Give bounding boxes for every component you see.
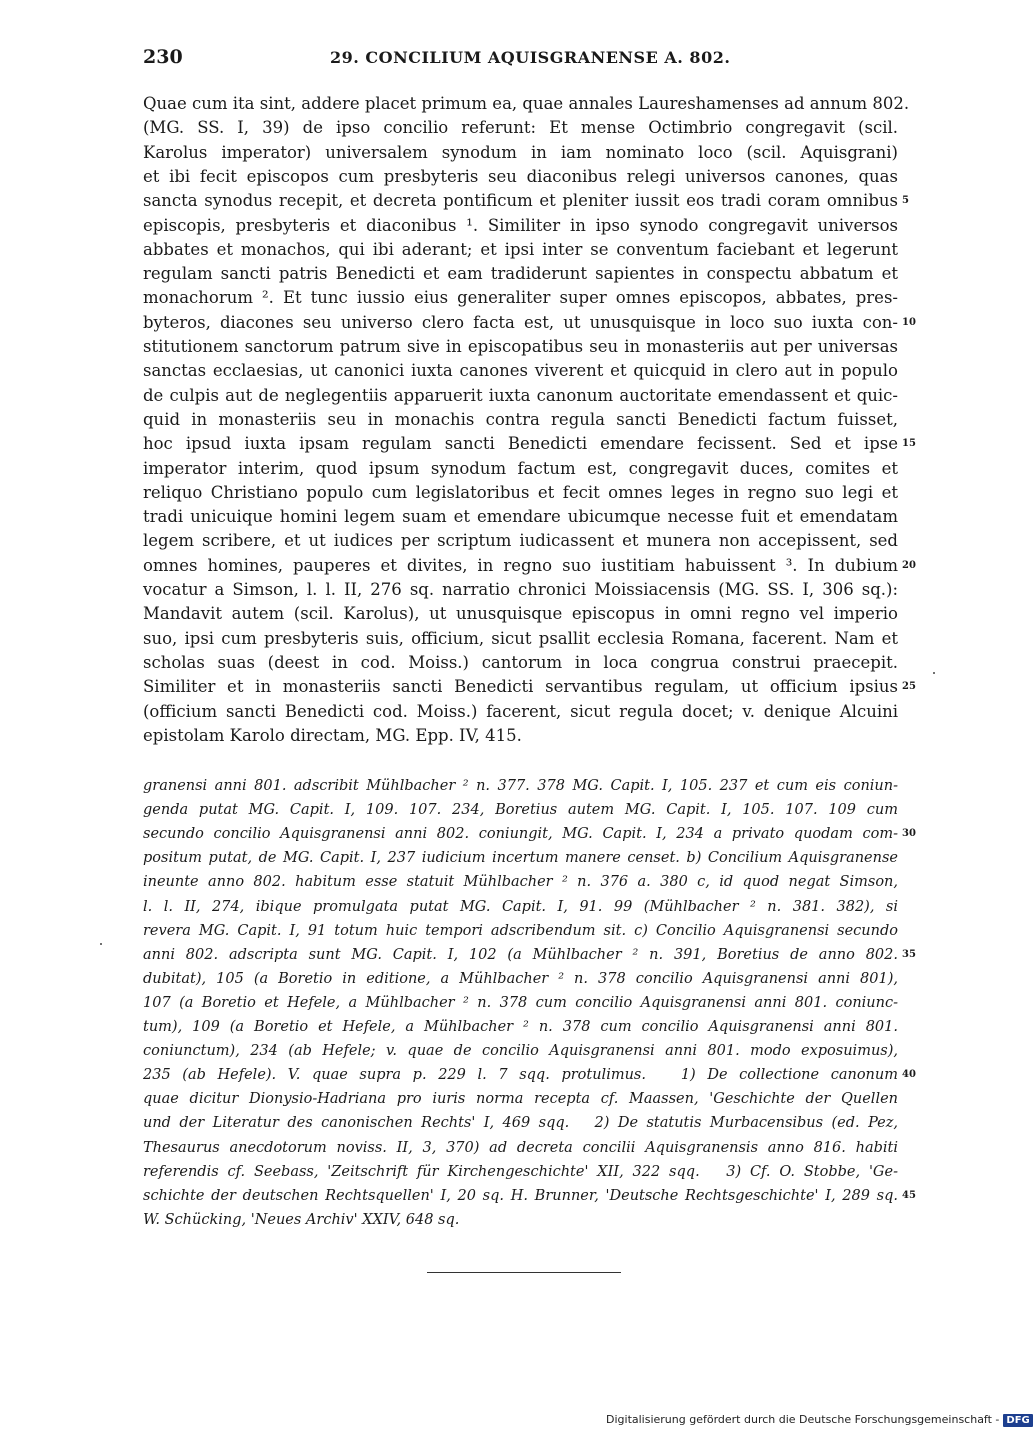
margin-line-number: 25: [902, 681, 916, 693]
main-text-line: abbates et monachos, qui ibi aderant; et ipsi inter se conventum faciebant et legerunt: [143, 239, 898, 259]
running-header: [0, 44, 1000, 74]
margin-line-number: 30: [902, 828, 916, 840]
main-text-line: episcopis, presbyteris et diaconibus ¹. Similiter in ipso synodo congregavit universos: [143, 215, 898, 235]
footnote-line: quae dicitur Dionysio-Hadriana pro iuris norma recepta cf. Maassen, 'Geschichte der Quellen: [143, 1091, 898, 1108]
margin-line-number: 40: [902, 1069, 916, 1081]
footnote-line: schichte der deutschen Rechtsquellen' I, 20 sq. H. Brunner, 'Deutsche Rechtsgeschichte' I, 289 sq.: [143, 1187, 898, 1204]
main-text-line: omnes homines, pauperes et divites, in regno suo iustitiam habuissent ³. In dubium: [143, 555, 898, 575]
footnote-line: revera MG. Capit. I, 91 totum huic tempori adscribendum sit. c) Concilio Aquisgranensi secundo: [143, 922, 898, 939]
footnote-line: dubitat), 105 (a Boretio in editione, a Mühlbacher ² n. 378 concilio Aquisgranensi anni 801),: [143, 970, 898, 987]
footnote-line: ineunte anno 802. habitum esse statuit Mühlbacher ² n. 376 a. 380 c, id quod negat Simson,: [143, 874, 898, 891]
main-text-line: imperator interim, quod ipsum synodum factum est, congregavit duces, comites et: [143, 458, 898, 478]
footnote-line: tum), 109 (a Boretio et Hefele, a Mühlbacher ² n. 378 cum concilio Aquisgranensi anni 801.: [143, 1019, 898, 1035]
main-text-line: regulam sancti patris Benedicti et eam tradiderunt sapientes in conspectu abbatum et: [143, 264, 898, 284]
footer-text: Digitalisierung gefördert durch die Deutsche Forschungsgemeinschaft -: [606, 1413, 1000, 1426]
main-text-line: Similiter et in monasteriis sancti Benedicti servantibus regulam, ut officium ipsius: [143, 677, 898, 697]
main-text-line: stitutionem sanctorum patrum sive in episcopatibus seu in monasteriis aut per universas: [143, 337, 898, 356]
footnote-end-rule: [427, 1272, 621, 1273]
main-text-line: hoc ipsud iuxta ipsam regulam sancti Benedicti emendare fecissent. Sed et ipse: [143, 434, 898, 454]
footnote-line: Thesaurus anecdotorum noviss. II, 3, 370) ad decreta concilii Aquisgranensis anno 816. habiti: [143, 1139, 898, 1156]
running-title: 29. CONCILIUM AQUISGRANENSE A. 802.: [330, 48, 731, 67]
footnote-line: l. l. II, 274, ibique promulgata putat MG. Capit. I, 91. 99 (Mühlbacher ² n. 381. 382), si: [143, 898, 898, 915]
dfg-logo: DFG: [1003, 1414, 1032, 1427]
footnote-line: coniunctum), 234 (ab Hefele; v. quae de concilio Aquisgranensi anni 801. modo exposuimus),: [143, 1043, 898, 1060]
main-text-line: epistolam Karolo directam, MG. Epp. IV, 415.: [143, 725, 522, 745]
footnote-line: positum putat, de MG. Capit. I, 237 iudicium incertum manere censet. b) Concilium Aquisgranense: [143, 850, 898, 867]
footnote-line: und der Literatur des canonischen Rechts' I, 469 sqq. 2) De statutis Murbacensibus (ed. Pez,: [143, 1115, 898, 1132]
footnote-line: 107 (a Boretio et Hefele, a Mühlbacher ² n. 378 cum concilio Aquisgranensi anni 801. coniunc-: [143, 994, 898, 1011]
main-text-line: quid in monasteriis seu in monachis contra regula sancti Benedicti factum fuisset,: [143, 409, 898, 429]
main-text-line: monachorum ². Et tunc iussio eius generaliter super omnes episcopos, abbates, pres-: [143, 288, 898, 308]
footnote-line: anni 802. adscripta sunt MG. Capit. I, 102 (a Mühlbacher ² n. 391, Boretius de anno 802.: [143, 946, 898, 963]
footnote-line: granensi anni 801. adscribit Mühlbacher ² n. 377. 378 MG. Capit. I, 105. 237 et cum eis coniun-: [143, 778, 898, 794]
main-text-line: sanctas ecclaesias, ut canonici iuxta canones viverent et quicquid in clero aut in populo: [143, 361, 898, 381]
main-text-line: legem scribere, et ut iudices per scriptum iudicassent et munera non accepissent, sed: [143, 531, 898, 551]
main-text-line: Quae cum ita sint, addere placet primum ea, quae annales Laureshamenses ad annum 802.: [143, 94, 910, 113]
main-text-line: de culpis aut de neglegentiis apparuerit iuxta canonum auctoritate emendassent et quic-: [143, 385, 898, 405]
main-text-line: Karolus imperator) universalem synodum in iam nominato loco (scil. Aquisgrani): [143, 142, 898, 162]
footnote-line: referendis cf. Seebass, 'Zeitschrift für Kirchengeschichte' XII, 322 sqq. 3) Cf. O. Stobbe, 'Ge-: [143, 1163, 898, 1180]
footnote-line: 235 (ab Hefele). V. quae supra p. 229 l. 7 sqq. protulimus. 1) De collectione canonum: [143, 1067, 898, 1084]
margin-line-number: 45: [902, 1189, 916, 1201]
margin-line-number: 5: [902, 195, 909, 207]
main-text-line: (MG. SS. I, 39) de ipso concilio referunt: Et mense Octimbrio congregavit (scil.: [143, 118, 898, 138]
scan-speck: [100, 943, 102, 945]
main-text-line: Mandavit autem (scil. Karolus), ut unusquisque episcopus in omni regno vel imperio: [143, 604, 898, 624]
main-text-line: byteros, diacones seu universo clero facta est, ut unusquisque in loco suo iuxta con-: [143, 312, 898, 332]
main-text-line: vocatur a Simson, l. l. II, 276 sq. narratio chronici Moissiacensis (MG. SS. I, 306 sq.):: [143, 580, 898, 599]
margin-line-number: 15: [902, 438, 916, 450]
footnote-line: W. Schücking, 'Neues Archiv' XXIV, 648 sq.: [143, 1211, 460, 1228]
margin-line-number: 35: [902, 948, 916, 960]
page-number: 230: [143, 46, 183, 68]
main-text-line: (officium sancti Benedicti cod. Moiss.) facerent, sicut regula docet; v. denique Alcuini: [143, 701, 898, 721]
main-text-line: reliquo Christiano populo cum legislatoribus et fecit omnes leges in regno suo legi et: [143, 482, 898, 502]
margin-line-number: 20: [902, 559, 916, 571]
main-text-line: sancta synodus recepit, et decreta pontificum et pleniter iussit eos tradi coram omnibus: [143, 191, 898, 211]
main-text-line: tradi unicuique homini legem suam et emendare ubicumque necesse fuit et emendatam: [143, 507, 898, 527]
main-text-line: suo, ipsi cum presbyteris suis, officium, sicut psallit ecclesia Romana, facerent. Nam et: [143, 628, 898, 648]
main-text-line: et ibi fecit episcopos cum presbyteris seu diaconibus relegi universos canones, quas: [143, 166, 898, 186]
main-text-line: scholas suas (deest in cod. Moiss.) cantorum in loca congrua construi praecepit.: [143, 652, 898, 672]
digitization-footer: [606, 1413, 1033, 1427]
footnote-line: genda putat MG. Capit. I, 109. 107. 234, Boretius autem MG. Capit. I, 105. 107. 109 cum: [143, 802, 898, 819]
footnote-line: secundo concilio Aquisgranensi anni 802. coniungit, MG. Capit. I, 234 a privato quodam com-: [143, 826, 898, 843]
margin-line-number: 10: [902, 316, 916, 328]
scan-speck: [933, 672, 935, 674]
